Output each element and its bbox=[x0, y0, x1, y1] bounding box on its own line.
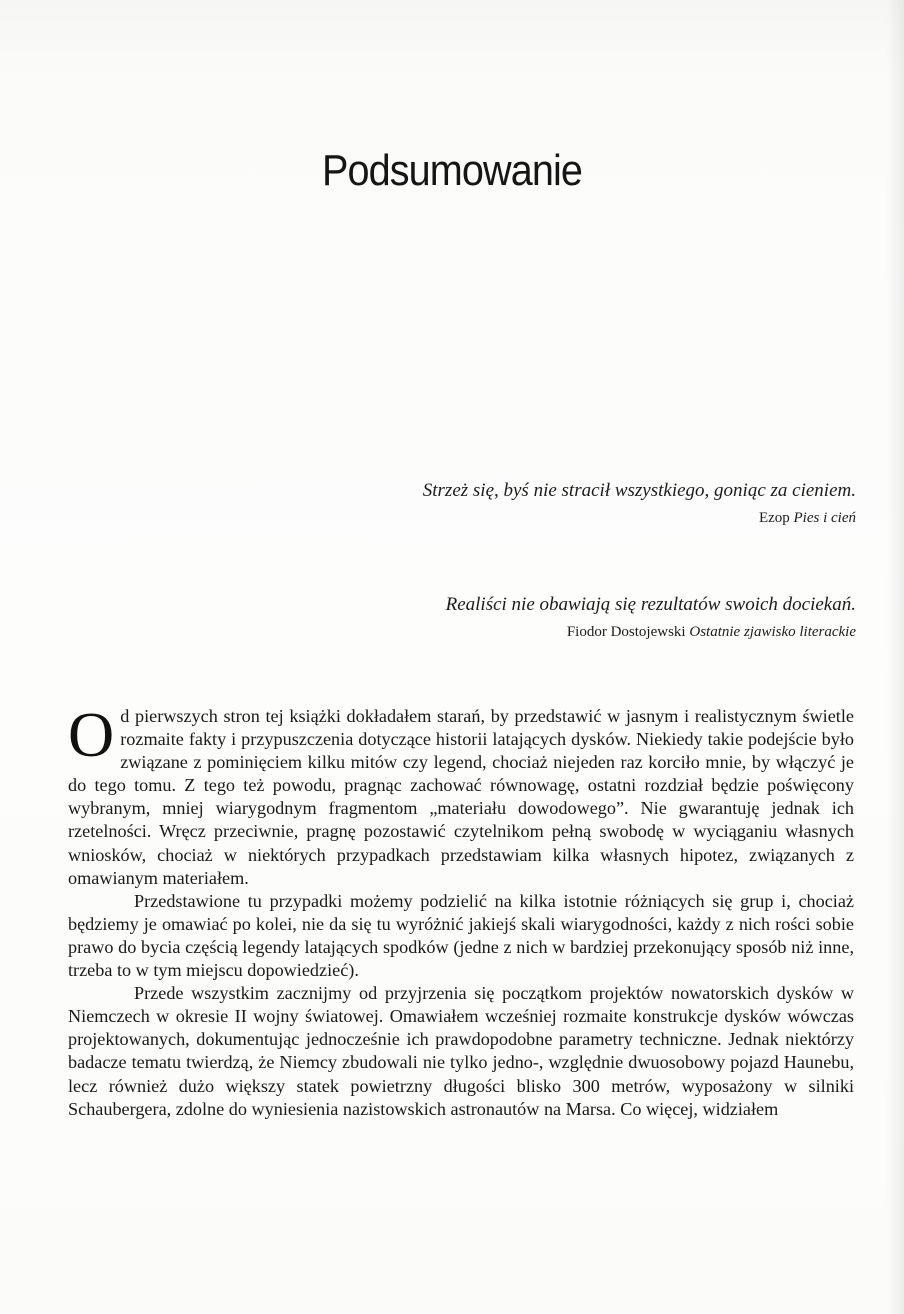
epigraph-2 bbox=[446, 594, 856, 641]
paragraph-2: Przedstawione tu przypadki możemy podzielić na kilka istotnie różniących się grup i, chociaż będziemy je omawiać po kolei, nie da się tu wyróżnić jakiejś skali wiarygodności, każdy z nich rości sobie prawo do bycia częścią legendy latających spodków (jedne z nich w bardziej przekonujący sposób niż inne, trzeba to w tym miejscu dopowiedzieć). bbox=[68, 890, 854, 981]
epigraph-work: Ostatnie zjawisko literackie bbox=[689, 624, 856, 640]
page-edge-shadow bbox=[886, 0, 904, 1314]
chapter-body bbox=[68, 699, 854, 1121]
epigraph-quote: Realiści nie obawiają się rezultatów swoich dociekań. bbox=[445, 594, 856, 615]
paragraph-1 bbox=[68, 699, 854, 890]
paragraph-1-text: d pierwszych stron tej książki dokładałem starań, by przedstawić w jasnym i realistycznym świetle rozmaite fakty i przypuszczenia dotyczące historii latających dysków. Niekiedy takie podejście było związane z pominięciem kilku mitów czy legend, chociaż niejeden raz korciło mnie, by włączyć je do tego tomu. Z tego też powodu, pragnąc zachować równowagę, ostatni rozdział będzie poświęcony wybranym, mniej wiarygodnym fragmentom „materiału dowodowego”. Nie gwarantuję jednak ich rzetelności. Wręcz przeciwnie, pragnę pozostawić czytelnikom pełną swobodę w wyciąganiu własnych wniosków, chociaż w niektórych przypadkach przedstawiam kilka własnych hipotez, związanych z omawianym materiałem. bbox=[68, 706, 854, 888]
chapter-title: Podsumowanie bbox=[322, 146, 582, 195]
epigraph-author: Fiodor Dostojewski bbox=[566, 624, 686, 640]
paragraph-3: Przede wszystkim zacznijmy od przyjrzenia się początkom projektów nowatorskich dysków w Niemczech w okresie II wojny światowej. Omawiałem wcześniej rozmaite konstrukcje dysków wówczas projektowanych, dokumentując jednocześnie ich prawdopodobne parametry techniczne. Jednak niektórzy badacze tematu twierdzą, że Niemcy zbudowali nie tylko jedno-, względnie dwuosobowy pojazd Haunebu, lecz również dużo większy statek powietrzny długości blisko 300 metrów, wyposażony w silniki Schaubergera, zdolne do wyniesienia nazistowskich astronautów na Marsa. Co więcej, widziałem bbox=[68, 983, 854, 1119]
drop-cap: O bbox=[68, 699, 115, 770]
epigraph-quote: Strzeż się, byś nie stracił wszystkiego, goniąc za cieniem. bbox=[422, 480, 856, 501]
epigraph-author: Ezop bbox=[758, 510, 790, 526]
epigraph-source bbox=[423, 510, 856, 527]
epigraph-source bbox=[446, 624, 856, 641]
epigraph-work: Pies i cień bbox=[793, 510, 856, 526]
epigraph-1 bbox=[423, 480, 856, 527]
